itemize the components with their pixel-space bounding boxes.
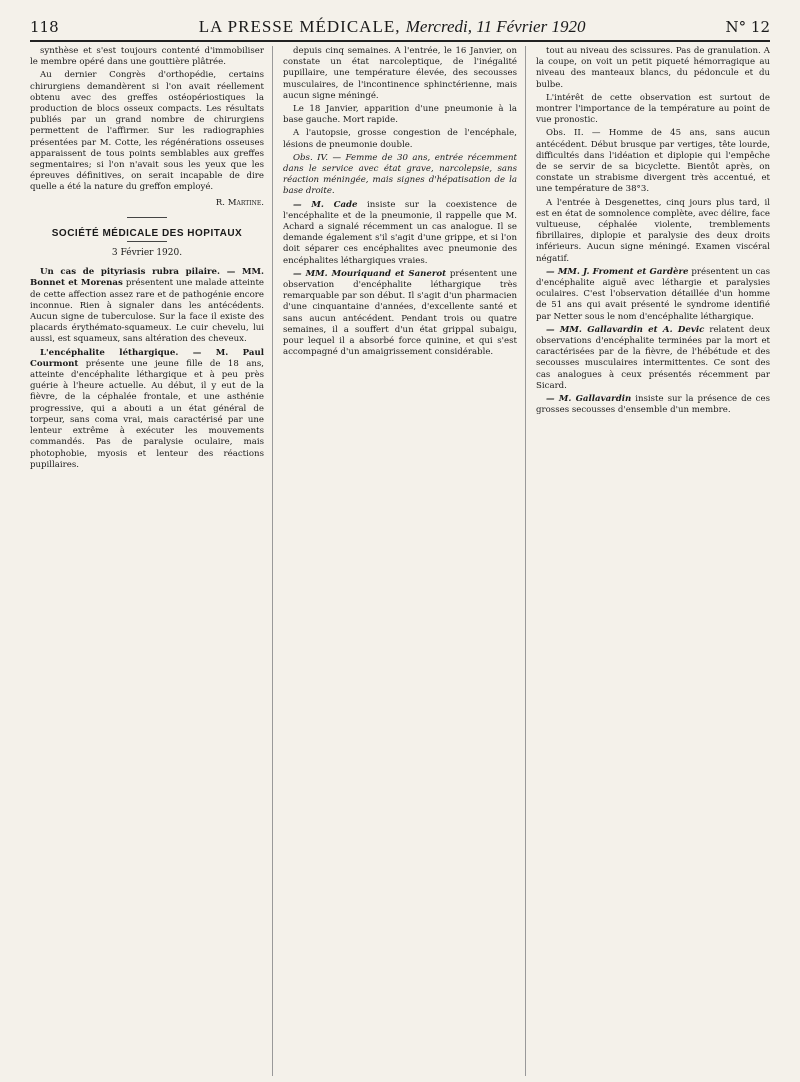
- paragraph-heading: — MM. Gallavardin et A. Devic: [546, 324, 705, 335]
- paragraph: tout au niveau des scissures. Pas de granulation. A la coupe, on voit un petit piqueté hémorragique au niveau des manteaux blancs, du pédoncule et du bulbe.: [536, 46, 770, 90]
- paragraph: [536, 394, 770, 416]
- page-number: 118: [30, 18, 59, 36]
- paragraph: [283, 269, 517, 359]
- page-header: [30, 14, 770, 42]
- paragraph: A l'autopsie, grosse congestion de l'encéphale, lésions de pneumonie double.: [283, 128, 517, 150]
- section-date: 3 Février 1920.: [111, 248, 183, 259]
- article-columns: [30, 46, 770, 1076]
- section-title: SOCIÉTÉ MÉDICALE DES HOPITAUX: [51, 227, 243, 239]
- paragraph-text: présentent une observation d'encéphalite léthargique très remarquable par son début. Il s'agit d'un pharmacien d'une cinquantaine d'années, d'excellente santé et sans aucun antécédent. Pendant trois ou quatre semaines, il a souffert d'un état grippal subaigu, pour lequel il a absorbé force quinine, et qui s'est accompagné d'un amaigrissement considérable.: [283, 268, 518, 358]
- paragraph: synthèse et s'est toujours contenté d'immobiliser le membre opéré dans une gouttière plâtrée.: [30, 46, 264, 68]
- paragraph: Obs. II. — Homme de 45 ans, sans aucun antécédent. Début brusque par vertiges, tête lourde, difficultés dans l'idéation et diplopie qui l'empêche de se servir de sa bicyclette. Bientôt après, on constate un strabisme divergent très accentué, et une température de 38°3.: [536, 128, 770, 195]
- column-1: [30, 46, 273, 1076]
- paragraph: A l'entrée à Desgenettes, cinq jours plus tard, il est en état de somnolence complète, avec délire, face vultueuse, céphalée violente, tremblements fibrillaires, diplopie et paralysie des deux droits inférieurs. Aucun signe méningé. Examen viscéral négatif.: [536, 197, 770, 264]
- paragraph-text: présente une jeune fille de 18 ans, atteinte d'encéphalite léthargique et à peu près guérie à l'heure actuelle. Au début, il y eut de la fièvre, de la céphalée frontale, et une asthénie progressive, qui a abouti a un état général de torpeur, sans coma vrai, mais caractérisé par une lenteur extrême à exécuter les mouvements commandés. Pas de paralysie oculaire, mais photophobie, myosis et lenteur des réactions pupillaires.: [30, 358, 264, 470]
- paragraph-text: présentent un cas d'encéphalite aiguë avec léthargie et paralysies oculaires. C'est l'observation détaillée d'un homme de 51 ans qui avait présenté le syndrome identifié par Netter sous le nom d'encéphalite léthargique.: [536, 266, 770, 322]
- divider: [127, 217, 167, 218]
- issue-number: N° 12: [725, 18, 770, 36]
- paragraph: [283, 200, 517, 267]
- column-3: [536, 46, 770, 1076]
- journal-title: [199, 17, 586, 37]
- paragraph-text: insiste sur la coexistence de l'encéphalite et de la pneumonie, il rappelle que M. Achard a signalé récemment un cas analogue. Il se demande également s'il s'agit d'une grippe, et si l'on doit séparer ces encéphalites avec pneumonie des encéphalites léthargiques vraies.: [283, 199, 517, 266]
- issue-date: Mercredi, 11 Février 1920: [405, 17, 586, 36]
- paragraph: [536, 267, 770, 323]
- paragraph: depuis cinq semaines. A l'entrée, le 16 Janvier, on constate un état narcoleptique, de l'inégalité pupillaire, une température élevée, des secousses musculaires, de l'incontinence sphinctérienne, mais aucun signe méningé.: [283, 46, 517, 101]
- paragraph: Obs. IV. — Femme de 30 ans, entrée récemment dans le service avec état grave, narcolepsie, sans réaction méningée, mais signes d'hépatisation de la base droite.: [283, 152, 517, 197]
- paragraph: Au dernier Congrès d'orthopédie, certains chirurgiens demandèrent si l'on avait réellement obtenu avec des greffes ostéopériostiques la production de blocs osseux compacts. Les résultats publiés par un grand nombre de chirurgiens permettent de l'affirmer. Sur les radiographies présentées par M. Cotte, les régénérations osseuses apparaissent de tous points semblables aux greffes segmentaires; si l'on n'avait sous les yeux que les épreuves définitives, on serait incapable de dire quelle a été la nature du greffon employé.: [30, 70, 264, 193]
- paragraph-text: relatent deux observations d'encéphalite terminées par la mort et caractérisées par de la fièvre, de l'hébétude et des secousses musculaires intermittentes. Ce sont des cas analogues à ceux présentés récemment par Sicard.: [536, 324, 770, 391]
- author-signature: R. Martine.: [215, 197, 264, 208]
- column-2: [283, 46, 526, 1076]
- paragraph-heading: — M. Gallavardin: [546, 394, 632, 405]
- paragraph-heading: — MM. Mouriquand et Sanerot: [293, 268, 447, 279]
- journal-name: LA PRESSE MÉDICALE,: [198, 17, 401, 36]
- paragraph-heading: — MM. J. Froment et Gardère: [546, 266, 689, 277]
- paragraph: Le 18 Janvier, apparition d'une pneumonie à la base gauche. Mort rapide.: [283, 104, 517, 126]
- divider: [127, 241, 167, 242]
- paragraph-heading: L'encéphalite léthargique. — M. Paul Courmont: [30, 347, 264, 369]
- paragraph-text: insiste sur la présence de ces grosses secousses d'ensemble d'un membre.: [536, 394, 770, 416]
- paragraph-heading: — M. Cade: [293, 199, 358, 210]
- paragraph: L'intérêt de cette observation est surtout de montrer l'importance de la température au point de vue pronostic.: [536, 92, 770, 126]
- paragraph: [30, 348, 264, 471]
- paragraph-text: présentent une malade atteinte de cette affection assez rare et de pathogénie encore inconnue. Rien à signaler dans les antécédents. Aucun signe de tuberculose. Sur la face il existe des placards érythémato-squameux. Le cuir chevelu, lui aussi, est squameux, sans altération des cheveux.: [30, 278, 264, 345]
- paragraph: [536, 325, 770, 392]
- paragraph-heading: Un cas de pityriasis rubra pilaire. — MM. Bonnet et Morenas: [30, 267, 264, 289]
- paragraph: [30, 267, 264, 345]
